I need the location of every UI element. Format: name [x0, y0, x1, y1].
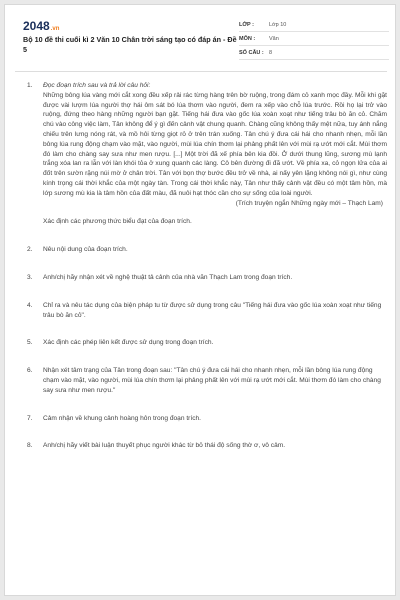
question-number: 2.	[27, 246, 33, 254]
question-8	[15, 441, 387, 451]
question-text: Xác định các phép liên kết được sử dụng trong đoạn trích.	[43, 339, 214, 347]
logo-text: 2048	[23, 19, 50, 33]
question-text: Anh/chị hãy nhận xét về nghệ thuật tả cảnh của nhà văn Thạch Lam trong đoạn trích.	[43, 273, 293, 281]
question-number: 6.	[27, 367, 33, 375]
document-title: Bộ 10 đề thi cuối kì 2 Văn 10 Chân trời sáng tạo có đáp án - Đề 5	[23, 35, 237, 54]
question-3	[15, 273, 387, 283]
question-7	[15, 414, 387, 424]
question-text: Anh/chị hãy viết bài luận thuyết phục người khác từ bỏ thái độ sống thờ ơ, vô cảm.	[43, 442, 286, 450]
question-1	[15, 81, 387, 227]
document-header	[15, 15, 387, 65]
question-text: Nêu nội dung của đoạn trích.	[43, 246, 128, 254]
question-number: 3.	[27, 273, 33, 281]
question-task: Xác định các phương thức biểu đạt của đoạn trích.	[43, 218, 192, 226]
question-4	[15, 301, 387, 321]
question-number: 5.	[27, 339, 33, 347]
question-prompt: Đọc đoạn trích sau và trả lời câu hỏi:	[43, 82, 151, 89]
info-label: SỐ CÂU :	[239, 50, 264, 56]
question-number: 4.	[27, 301, 33, 309]
question-number: 7.	[27, 414, 33, 422]
question-number: 1.	[27, 82, 33, 89]
info-row-class	[239, 19, 389, 32]
info-label: MÔN :	[239, 36, 256, 42]
document-page	[4, 4, 396, 596]
question-text: Cảm nhận về khung cảnh hoàng hôn trong đoạn trích.	[43, 414, 201, 422]
info-panel	[239, 19, 389, 61]
site-logo[interactable]	[23, 19, 59, 33]
info-label: LỚP :	[239, 22, 254, 28]
reading-passage: Những bông lúa vàng mới cắt xong đều xếp rải rác từng hàng trên bờ ruộng, trong đám cỏ xanh mọc đầy. Mỗi khi gặt được vài lượm lúa người thợ hái ôm sát bó lúa thơm vào người, đem ra xếp vào chỗ lúa trước. Rồi họ lại trở vào ruộng, đứng theo hàng những người bạn gặt. Tiếng hái đưa vào gốc lúa xoàn xoạt như tiếng trâu bò ăn cỏ. Chăm chú vào công việc làm, Tân không để ý gì đến cảnh vật chung quanh. Chàng cũng không thấy mệt nữa, tuy ánh nắng chiếu trên lưng nóng rát, và mồ hôi từng giọt rỏ ở trên trán xuống. Tân chú ý đưa cái hái cho nhanh nhẹn, mỗi lần bông lúa rung động chạm vào mặt, vào người, mùi lúa chín thơm lại phảng phất lên với mùi rạ ướt mới cắt. Mùi thơm đó làm cho chàng say sưa như men rượu. [...] Một trời đã xế phía bên kia đồi. Ở dưới thung lũng, sương mù lạnh trắng xóa lan ra lẫn với làn khói tỏa ở xung quanh các làng. Cô bên đường đi đã ướt. Về phía xa, cỏ ngọn lửa của ai đốt trên sườn rặng núi mờ ở chân trời. Tân với bọn thợ bước đều trở về nhà, ai nấy yên lặng không nói gì, như cùng kính trọng cái thời khắc của một ngày tàn. Trong cái thời khắc này, Tân như thấy cảnh vật đều có một tâm hồn, mà lớp sương mù kia là tâm hồn của đất màu, đã nuôi hạt thóc cần cho sự sống của loài người.	[43, 91, 387, 197]
question-number: 8.	[27, 442, 33, 450]
question-text: Chỉ ra và nêu tác dụng của biện pháp tu từ được sử dụng trong câu "Tiếng hái đưa vào gốc lúa xoàn xoạt như tiếng trâu bò ăn cỏ".	[43, 301, 382, 319]
question-5	[15, 338, 387, 348]
info-value: 8	[269, 50, 273, 56]
info-value: Lớp 10	[269, 22, 287, 28]
question-2	[15, 245, 387, 255]
info-row-subject	[239, 33, 389, 46]
questions-list	[15, 81, 387, 451]
info-value: Văn	[269, 36, 279, 42]
info-row-question-count	[239, 47, 389, 60]
question-6	[15, 366, 387, 395]
header-divider	[15, 71, 387, 72]
question-text: Nhận xét tâm trạng của Tân trong đoạn sau: "Tân chú ý đưa cái hái cho nhanh nhẹn, mỗi lần bông lúa rung động chạm vào mặt, vào người, mùi lúa chín thơm lại phảng phất lên với mùi rạ ướt mới cắt. Mùi thơm đó làm cho chàng say sưa như men rượu."	[43, 367, 381, 394]
logo-suffix: .vn	[50, 26, 60, 32]
passage-source: (Trích truyện ngắn Những ngày mới – Thạch Lam)	[235, 199, 383, 207]
